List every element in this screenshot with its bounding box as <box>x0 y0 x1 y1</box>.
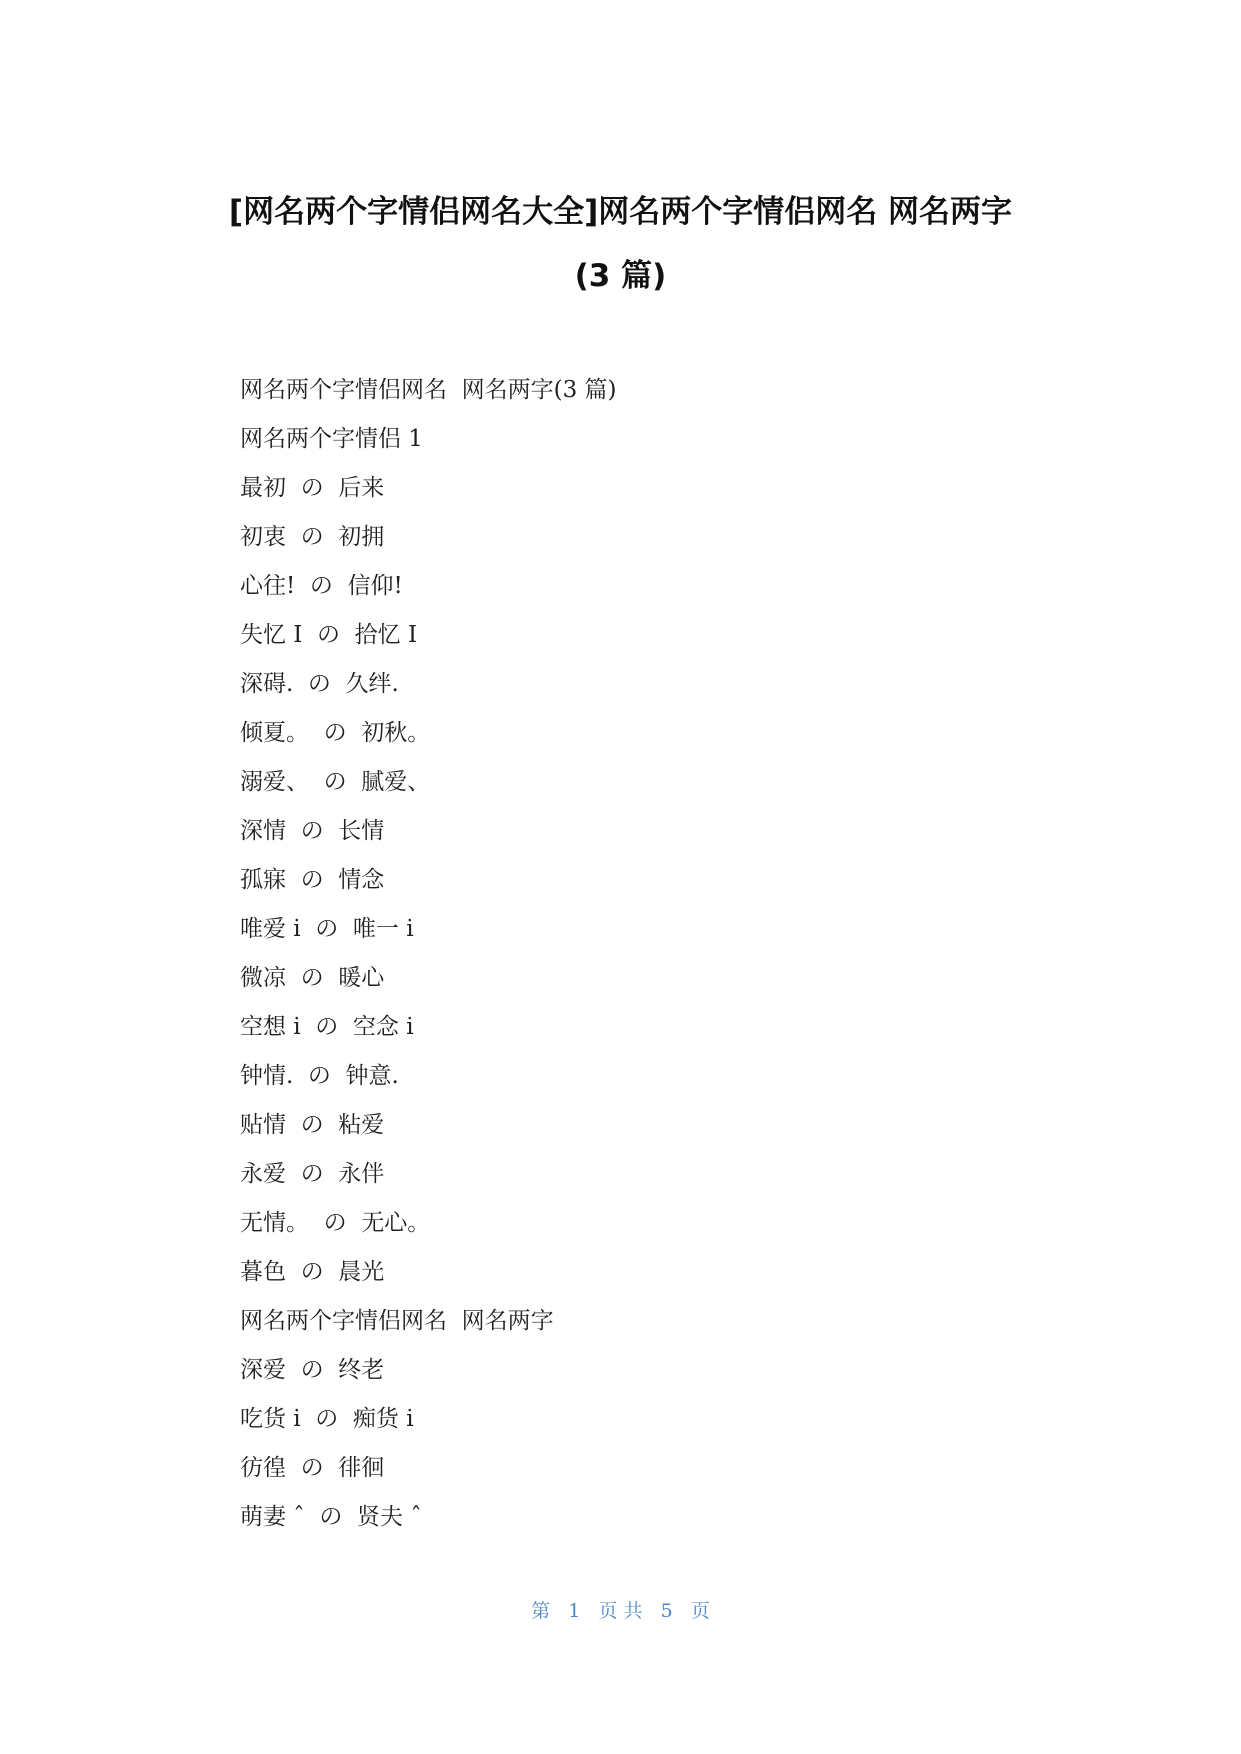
document-title-line-1: [网名两个字情侣网名大全]网名两个字情侣网名 网名两字 <box>228 194 1013 230</box>
body-line: 倾夏。 の 初秋。 <box>240 720 431 746</box>
body-line: 空想 i の 空念 i <box>240 1014 414 1040</box>
body-line: 永爱 の 永伴 <box>240 1161 385 1187</box>
body-line: 网名两个字情侣 1 <box>240 426 423 452</box>
body-line: 微凉 の 暖心 <box>240 965 385 991</box>
body-line: 最初 の 后来 <box>240 475 385 501</box>
body-line: 萌妻 ˆ の 贤夫 ˆ <box>240 1504 422 1530</box>
body-line: 孤寐 の 情念 <box>240 867 385 893</box>
body-line: 暮色 の 晨光 <box>240 1259 385 1285</box>
body-line: 溺爱、 の 腻爱、 <box>240 769 431 795</box>
body-line: 深碍. の 久绊. <box>240 671 399 697</box>
document-body <box>240 366 1040 1542</box>
body-line: 深情 の 长情 <box>240 818 385 844</box>
body-line: 网名两个字情侣网名 网名两字 <box>240 1308 554 1334</box>
body-line: 吃货 i の 痴货 i <box>240 1406 414 1432</box>
body-line: 彷徨 の 徘徊 <box>240 1455 385 1481</box>
body-line: 网名两个字情侣网名 网名两字(3 篇) <box>240 377 617 403</box>
body-line: 心往! の 信仰! <box>240 573 403 599</box>
body-line: 贴情 の 粘爱 <box>240 1112 385 1138</box>
body-line: 钟情. の 钟意. <box>240 1063 399 1089</box>
page-number-footer: 第 1 页 共 5 页 <box>531 1600 710 1622</box>
document-title-line-2: (3 篇) <box>574 258 667 294</box>
body-line: 无情。 の 无心。 <box>240 1210 431 1236</box>
body-line: 深爱 の 终老 <box>240 1357 385 1383</box>
body-line: 唯爱 i の 唯一 i <box>240 916 414 942</box>
body-line: 初衷 の 初拥 <box>240 524 385 550</box>
body-line: 失忆 I の 拾忆 I <box>240 622 418 648</box>
